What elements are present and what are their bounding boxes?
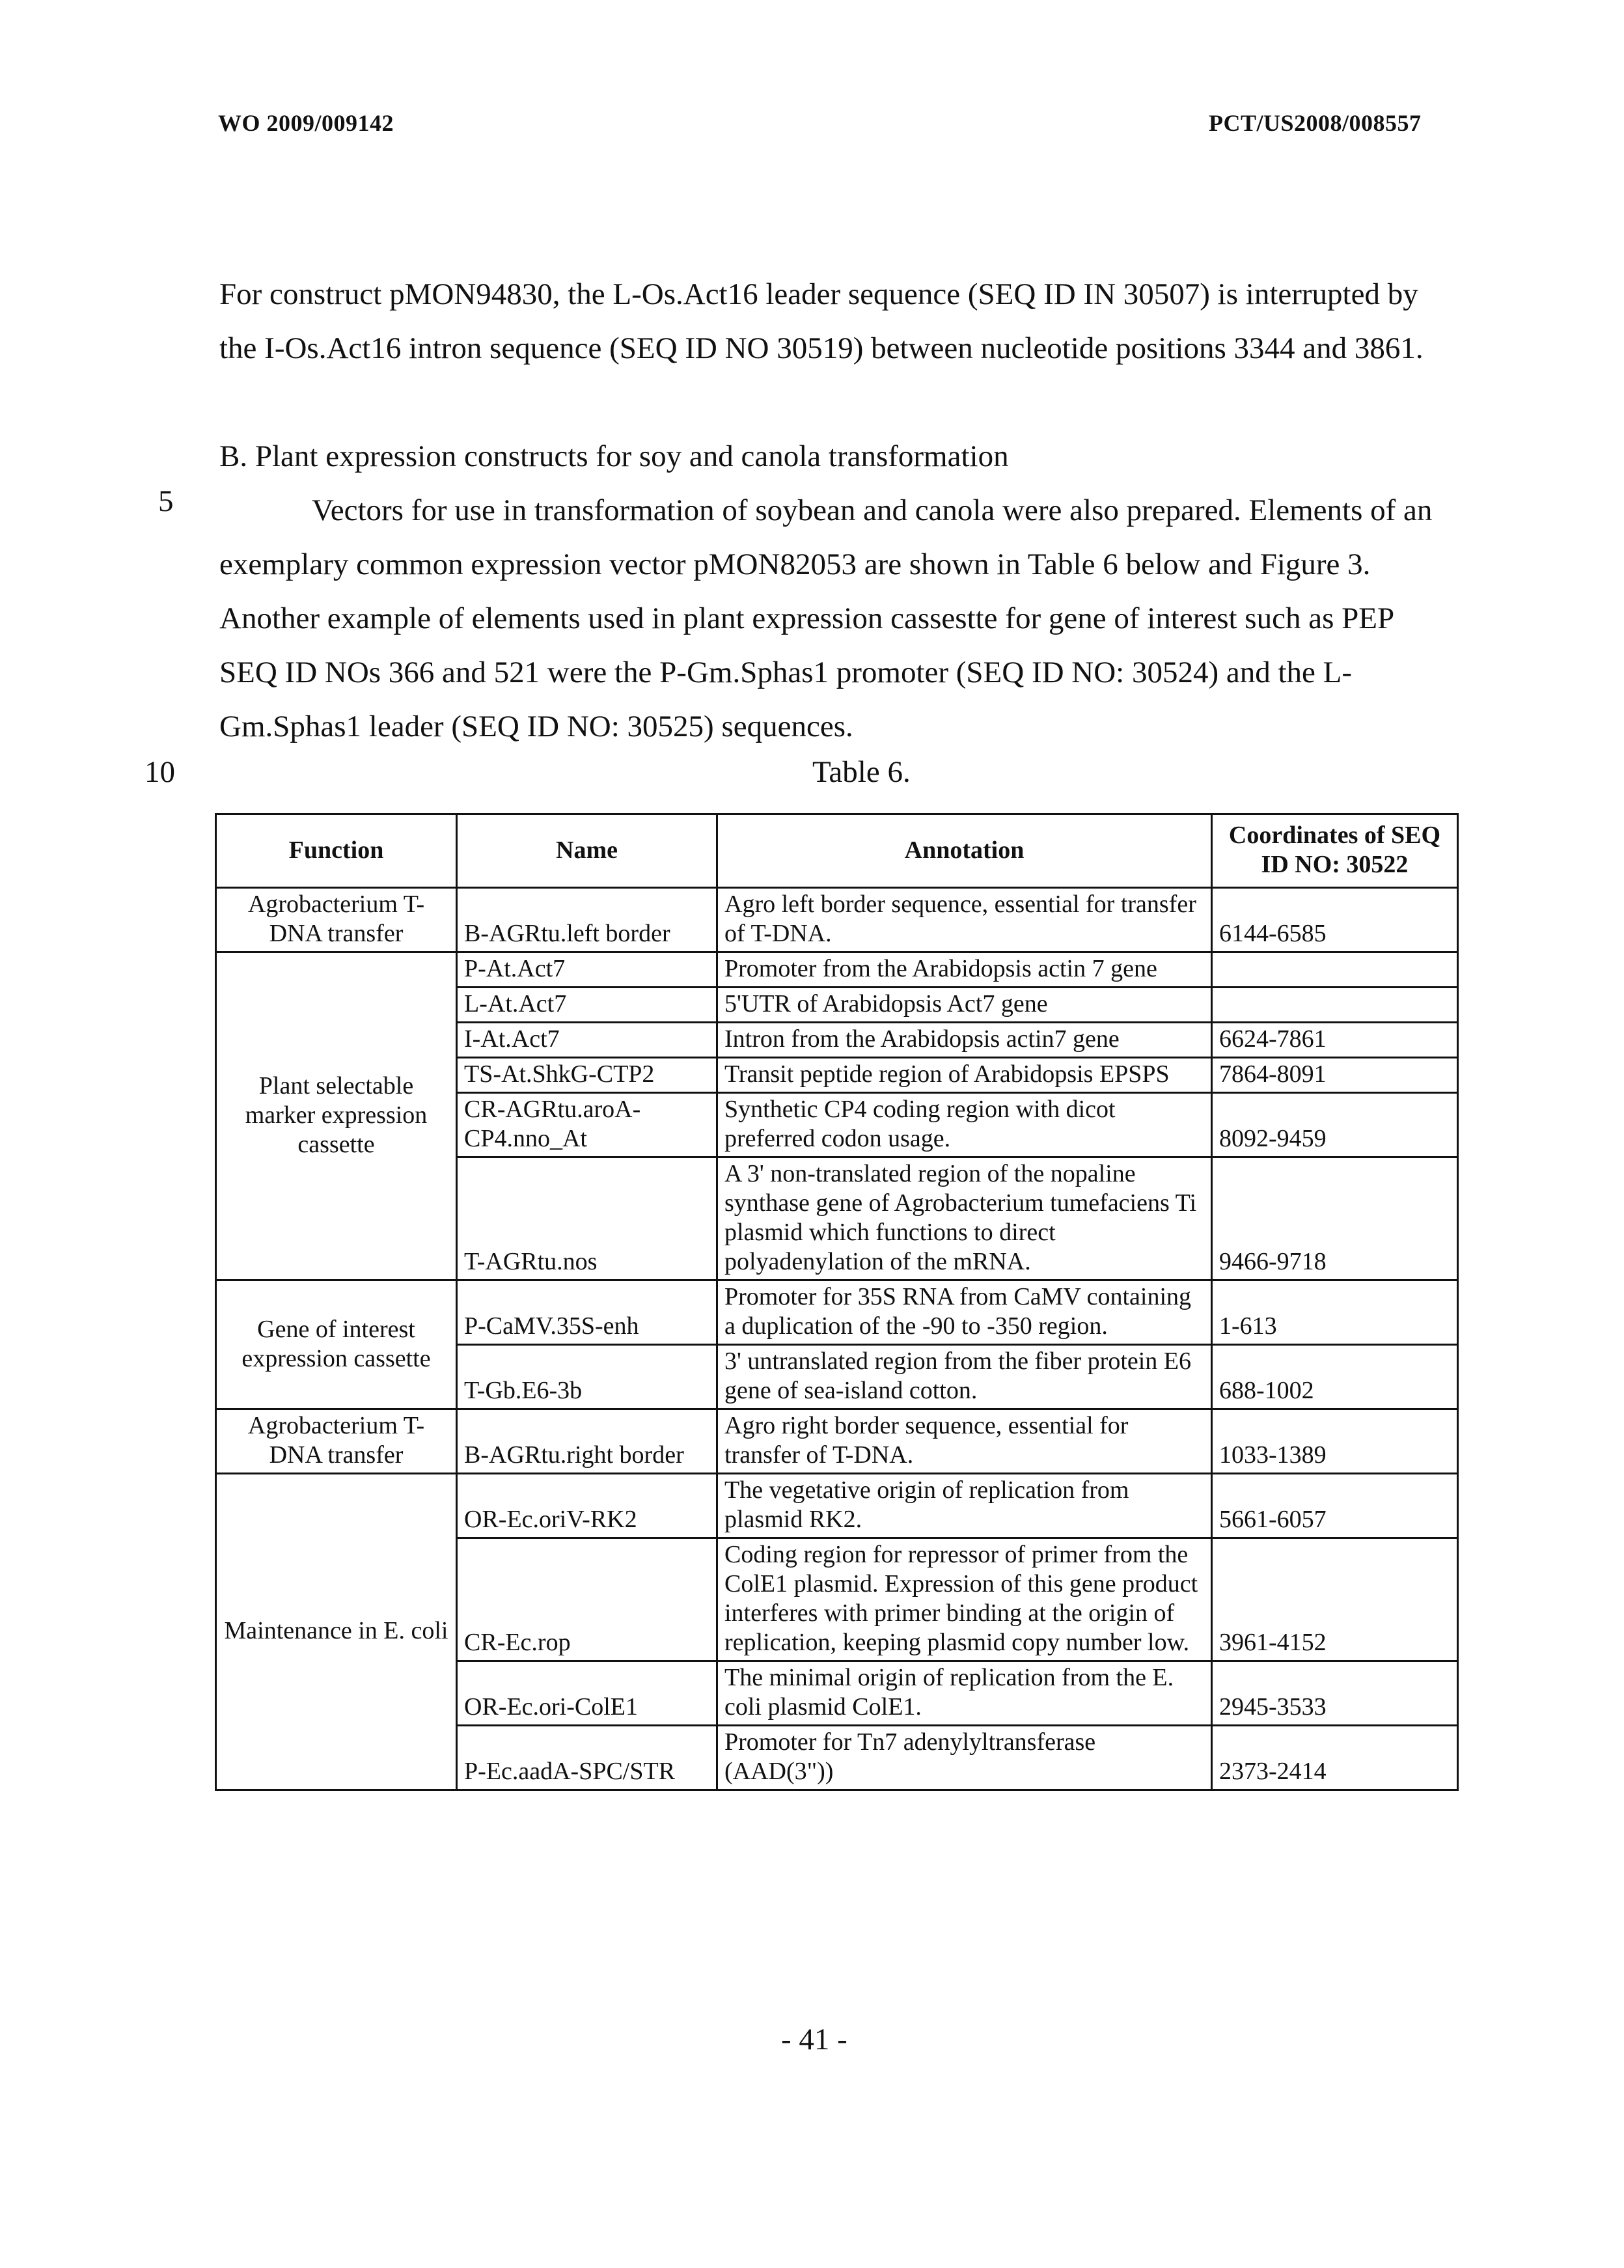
table-row [216,1280,1458,1345]
coordinates-cell: 6144-6585 [1212,888,1458,952]
coordinates-cell [1212,988,1458,1023]
table-row [216,1474,1458,1538]
table-body [216,888,1458,1790]
coordinates-cell: 1-613 [1212,1280,1458,1345]
name-cell: CR-Ec.rop [457,1538,717,1661]
function-cell: Agrobacterium T-DNA transfer [216,1409,457,1474]
name-cell: CR-AGRtu.aroA-CP4.nno_At [457,1093,717,1157]
annotation-cell: Agro right border sequence, essential for transfer of T-DNA. [717,1409,1212,1474]
coordinates-cell: 6624-7861 [1212,1023,1458,1058]
coordinates-cell: 2373-2414 [1212,1726,1458,1790]
paragraph-vectors-soy-canola: Vectors for use in transformation of soybean and canola were also prepared. Elements of an exemplary common expression vector pMON82053 are shown in Table 6 below and Figure 3. Another example of elements used in plant expression cassestte for gene of interest such as PEP SEQ ID NOs 366 and 521 were the P-Gm.Sphas1 promoter (SEQ ID NO: 30524) and the L-Gm.Sphas1 leader (SEQ ID NO: 30525) sequences. [219,493,1433,743]
table-row [216,952,1458,988]
annotation-cell: Synthetic CP4 coding region with dicot preferred codon usage. [717,1093,1212,1157]
name-cell: P-CaMV.35S-enh [457,1280,717,1345]
coordinates-cell: 9466-9718 [1212,1157,1458,1280]
name-cell: B-AGRtu.left border [457,888,717,952]
name-cell: I-At.Act7 [457,1023,717,1058]
annotation-cell: Transit peptide region of Arabidopsis EPSPS [717,1058,1212,1093]
annotation-cell: The vegetative origin of replication from plasmid RK2. [717,1474,1212,1538]
annotation-cell: Intron from the Arabidopsis actin7 gene [717,1023,1212,1058]
function-cell: Maintenance in E. coli [216,1474,457,1790]
coordinates-cell: 688-1002 [1212,1345,1458,1409]
annotation-cell: 5'UTR of Arabidopsis Act7 gene [717,988,1212,1023]
name-cell: B-AGRtu.right border [457,1409,717,1474]
vector-elements-table [215,813,1459,1791]
coordinates-cell [1212,952,1458,988]
column-header-coordinates: Coordinates of SEQ ID NO: 30522 [1212,814,1458,888]
coordinates-cell: 1033-1389 [1212,1409,1458,1474]
function-cell: Gene of interest expression cassette [216,1280,457,1409]
column-header-name: Name [457,814,717,888]
function-cell: Agrobacterium T-DNA transfer [216,888,457,952]
annotation-cell: Promoter from the Arabidopsis actin 7 gene [717,952,1212,988]
annotation-cell: 3' untranslated region from the fiber protein E6 gene of sea-island cotton. [717,1345,1212,1409]
name-cell: T-Gb.E6-3b [457,1345,717,1409]
page-number: - 41 - [781,2023,847,2056]
line-number-10: 10 [145,755,175,789]
table-row [216,888,1458,952]
name-cell: T-AGRtu.nos [457,1157,717,1280]
column-header-function: Function [216,814,457,888]
coordinates-cell: 3961-4152 [1212,1538,1458,1661]
paragraph-construct-pmon94830: For construct pMON94830, the L-Os.Act16 leader sequence (SEQ ID IN 30507) is interrupted by the I-Os.Act16 intron sequence (SEQ ID NO 30519) between nucleotide positions 3344 and 3861. [219,277,1424,365]
table-row [216,1409,1458,1474]
name-cell: OR-Ec.oriV-RK2 [457,1474,717,1538]
table-caption: Table 6. [812,755,911,789]
application-number: PCT/US2008/008557 [1209,110,1422,136]
coordinates-cell: 5661-6057 [1212,1474,1458,1538]
name-cell: P-At.Act7 [457,952,717,988]
line-number-5: 5 [158,484,174,518]
coordinates-cell: 2945-3533 [1212,1661,1458,1726]
function-cell: Plant selectable marker expression cassette [216,952,457,1280]
annotation-cell: Promoter for 35S RNA from CaMV containing a duplication of the -90 to -350 region. [717,1280,1212,1345]
annotation-cell: The minimal origin of replication from the E. coli plasmid ColE1. [717,1661,1212,1726]
name-cell: TS-At.ShkG-CTP2 [457,1058,717,1093]
name-cell: L-At.Act7 [457,988,717,1023]
table-header-row [216,814,1458,888]
coordinates-cell: 8092-9459 [1212,1093,1458,1157]
annotation-cell: Promoter for Tn7 adenylyltransferase (AAD(3")) [717,1726,1212,1790]
annotation-cell: Coding region for repressor of primer from the ColE1 plasmid. Expression of this gene product interferes with primer binding at the origin of replication, keeping plasmid copy number low. [717,1538,1212,1661]
coordinates-cell: 7864-8091 [1212,1058,1458,1093]
annotation-cell: Agro left border sequence, essential for transfer of T-DNA. [717,888,1212,952]
publication-number: WO 2009/009142 [218,110,394,136]
annotation-cell: A 3' non-translated region of the nopaline synthase gene of Agrobacterium tumefaciens Ti plasmid which functions to direct polyadenylation of the mRNA. [717,1157,1212,1280]
name-cell: OR-Ec.ori-ColE1 [457,1661,717,1726]
column-header-annotation: Annotation [717,814,1212,888]
name-cell: P-Ec.aadA-SPC/STR [457,1726,717,1790]
section-heading-b: B. Plant expression constructs for soy and canola transformation [219,439,1009,473]
